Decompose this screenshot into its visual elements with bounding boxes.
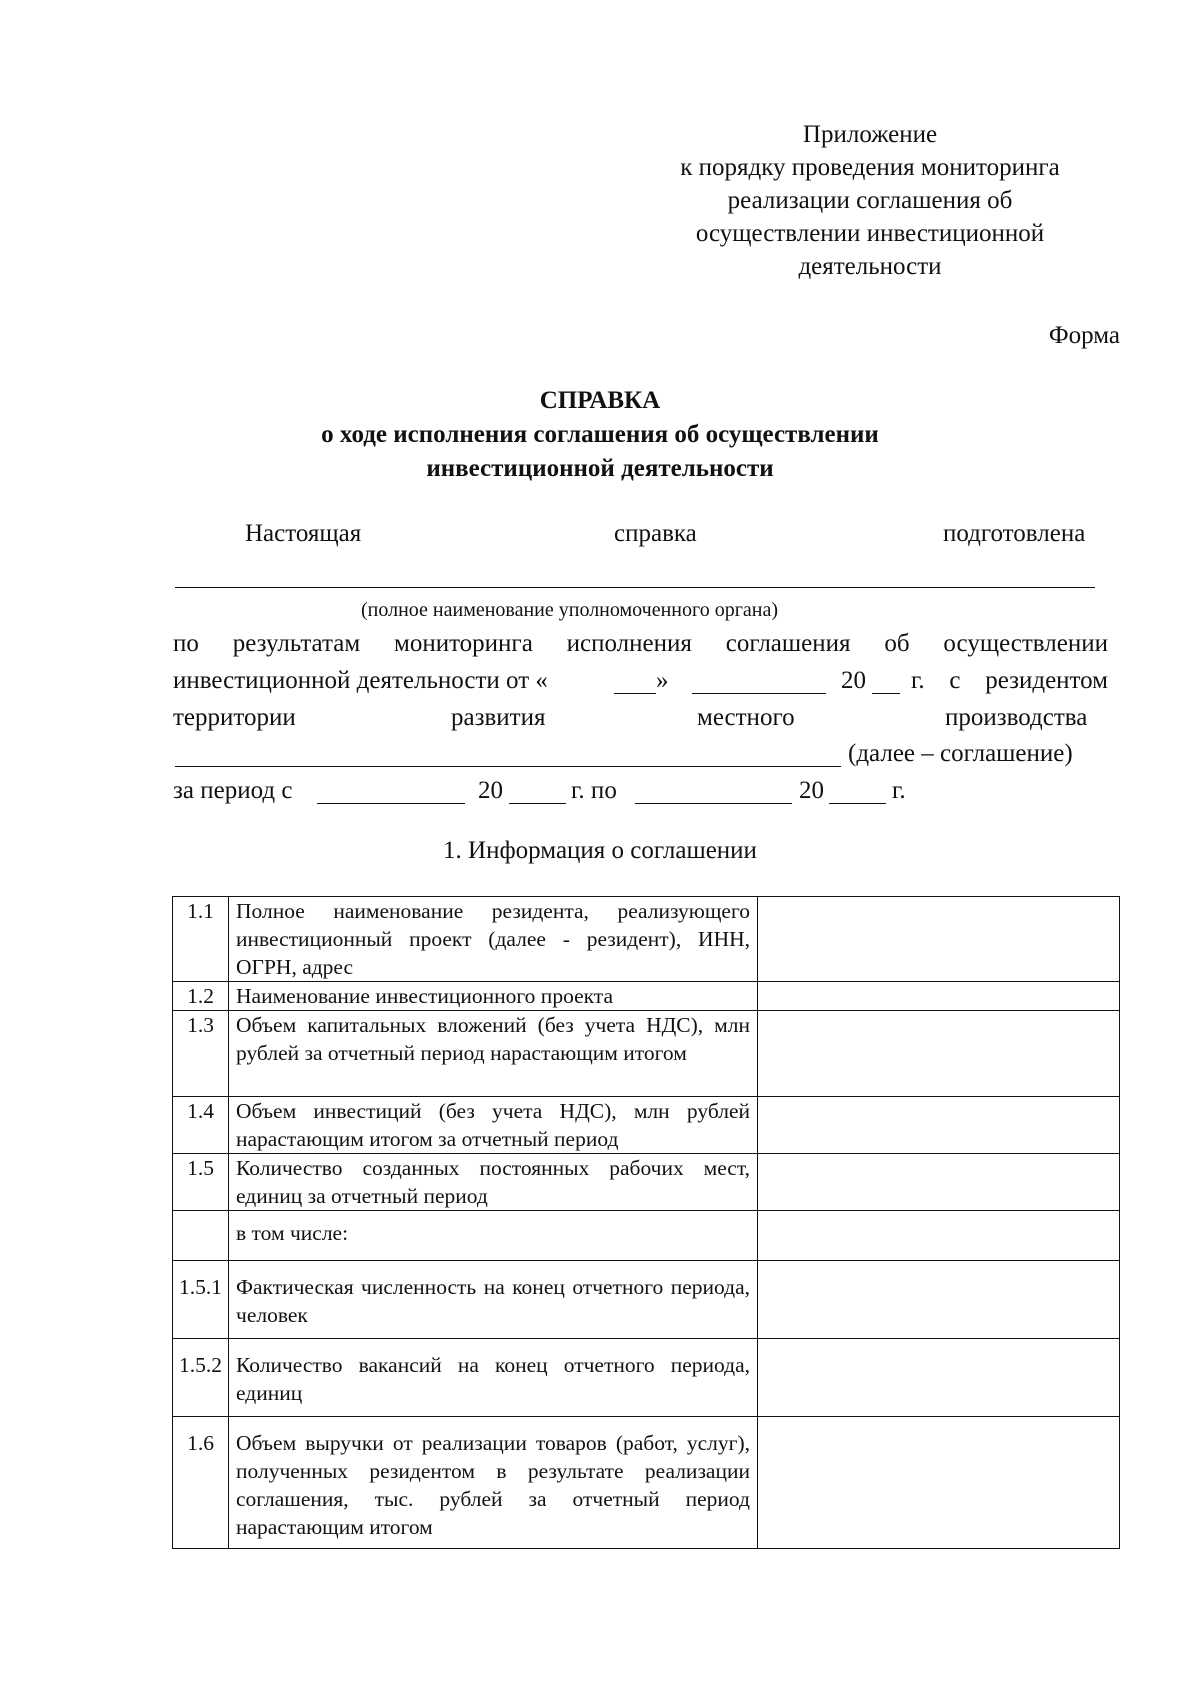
agreement-day-field[interactable] bbox=[614, 693, 656, 694]
period-end-year-field[interactable] bbox=[829, 803, 886, 804]
period-text: за период с bbox=[173, 777, 293, 804]
document-subtitle-line: инвестиционной деятельности bbox=[426, 455, 774, 482]
row-value-cell[interactable] bbox=[758, 1339, 1120, 1417]
row-number: 1.1 bbox=[173, 897, 229, 982]
period-end-field[interactable] bbox=[635, 803, 792, 804]
agreement-info-table bbox=[172, 896, 1120, 1549]
appendix-line: Приложение bbox=[802, 121, 938, 148]
row-value-cell[interactable] bbox=[758, 982, 1120, 1011]
paragraph-text: инвестиционной деятельности от « bbox=[173, 667, 548, 694]
row-value-cell[interactable] bbox=[758, 1417, 1120, 1549]
table-row bbox=[173, 982, 1120, 1011]
intro-word: Настоящая bbox=[245, 520, 362, 547]
row-number: 1.5.1 bbox=[173, 1261, 229, 1339]
table-row bbox=[173, 1417, 1120, 1549]
period-start-field[interactable] bbox=[317, 803, 465, 804]
row-number bbox=[173, 1211, 229, 1261]
authority-field-caption: (полное наименование уполномоченного органа) bbox=[361, 599, 779, 621]
table-row bbox=[173, 1211, 1120, 1261]
agreement-year-field[interactable] bbox=[872, 693, 900, 694]
appendix-header bbox=[620, 118, 1120, 283]
table-row bbox=[173, 897, 1120, 982]
period-start-year-field[interactable] bbox=[509, 803, 566, 804]
appendix-line: к порядку проведения мониторинга bbox=[680, 154, 1060, 181]
row-number: 1.5 bbox=[173, 1154, 229, 1211]
row-description: Объем капитальных вложений (без учета НДС), млн рублей за отчетный период нарастающим итогом bbox=[229, 1011, 758, 1097]
row-value-cell[interactable] bbox=[758, 1097, 1120, 1154]
intro-word: подготовлена bbox=[943, 520, 1086, 547]
period-text: 20 bbox=[478, 777, 503, 804]
appendix-line: реализации соглашения об bbox=[727, 187, 1013, 214]
period-text: 20 bbox=[799, 777, 824, 804]
appendix-line: осуществлении инвестиционной bbox=[695, 220, 1045, 247]
table-row bbox=[173, 1339, 1120, 1417]
resident-name-field[interactable] bbox=[175, 766, 841, 767]
row-description: Объем выручки от реализации товаров (работ, услуг), полученных резидентом в результате реализации соглашения, тыс. рублей за отчетный период нарастающим итогом bbox=[229, 1417, 758, 1549]
paragraph-word: территории bbox=[173, 704, 296, 731]
row-number: 1.3 bbox=[173, 1011, 229, 1097]
period-text: г. bbox=[892, 777, 906, 804]
paragraph-text: г. с резидентом bbox=[911, 667, 1108, 694]
appendix-line: деятельности bbox=[798, 253, 942, 280]
table-row bbox=[173, 1154, 1120, 1211]
row-value-cell[interactable] bbox=[758, 1011, 1120, 1097]
period-text: г. по bbox=[571, 777, 617, 804]
row-description: Количество созданных постоянных рабочих мест, единиц за отчетный период bbox=[229, 1154, 758, 1211]
paragraph-word: местного bbox=[697, 704, 795, 731]
paragraph-line: по результатам мониторинга исполнения соглашения об осуществлении bbox=[173, 630, 1108, 657]
row-description: Наименование инвестиционного проекта bbox=[229, 982, 758, 1011]
table-row bbox=[173, 1011, 1120, 1097]
paragraph-text: » bbox=[656, 667, 669, 694]
table-row bbox=[173, 1097, 1120, 1154]
row-value-cell[interactable] bbox=[758, 1154, 1120, 1211]
row-description: Количество вакансий на конец отчетного периода, единиц bbox=[229, 1339, 758, 1417]
row-number: 1.6 bbox=[173, 1417, 229, 1549]
form-label: Форма bbox=[1048, 322, 1120, 349]
row-number: 1.4 bbox=[173, 1097, 229, 1154]
document-subtitle-line: о ходе исполнения соглашения об осуществлении bbox=[321, 421, 879, 448]
agreement-month-field[interactable] bbox=[692, 693, 826, 694]
row-value-cell[interactable] bbox=[758, 1211, 1120, 1261]
row-number: 1.5.2 bbox=[173, 1339, 229, 1417]
intro-word: справка bbox=[614, 520, 697, 547]
paragraph-word: производства bbox=[945, 704, 1088, 731]
authority-name-field[interactable] bbox=[175, 587, 1095, 588]
paragraph-text: 20 bbox=[841, 667, 866, 694]
row-value-cell[interactable] bbox=[758, 897, 1120, 982]
section-heading: 1. Информация о соглашении bbox=[443, 837, 757, 864]
row-value-cell[interactable] bbox=[758, 1261, 1120, 1339]
paragraph-text: (далее – соглашение) bbox=[848, 740, 1073, 767]
row-description: Фактическая численность на конец отчетного периода, человек bbox=[229, 1261, 758, 1339]
row-description: Объем инвестиций (без учета НДС), млн рублей нарастающим итогом за отчетный период bbox=[229, 1097, 758, 1154]
document-title: СПРАВКА bbox=[539, 387, 661, 414]
paragraph-word: развития bbox=[451, 704, 546, 731]
row-number: 1.2 bbox=[173, 982, 229, 1011]
row-description: в том числе: bbox=[229, 1211, 758, 1261]
table-row bbox=[173, 1261, 1120, 1339]
row-description: Полное наименование резидента, реализующего инвестиционный проект (далее - резидент), ИНН, ОГРН, адрес bbox=[229, 897, 758, 982]
